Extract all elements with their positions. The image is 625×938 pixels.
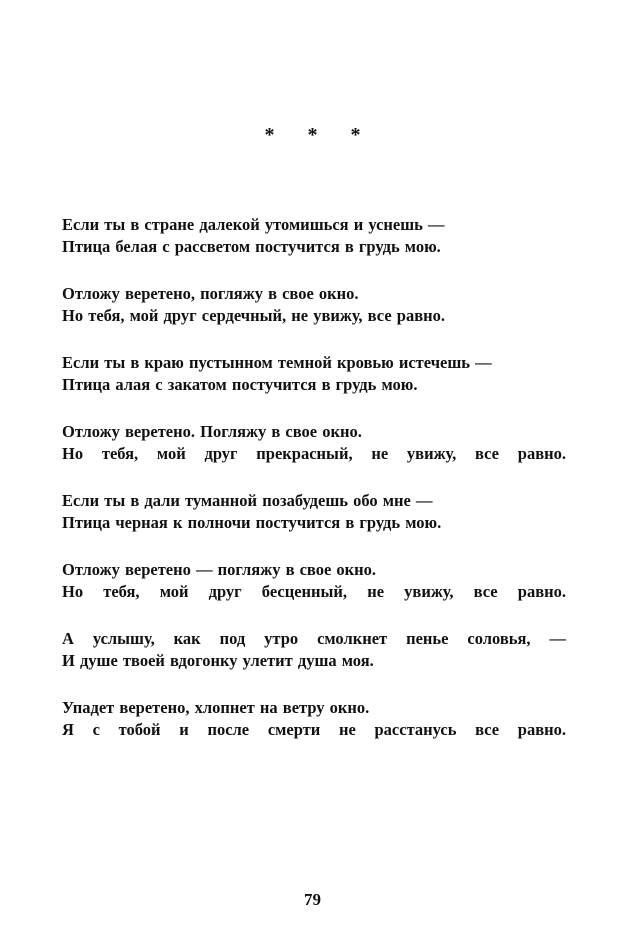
poem-line: Птица белая с рассветом постучится в грудь мою. — [62, 237, 441, 256]
poem-line: Отложу веретено. Погляжу в свое окно. — [62, 422, 362, 441]
poem-line: Если ты в дали туманной позабудешь обо мне — — [62, 491, 433, 510]
poem-line: Птица алая с закатом постучится в грудь мою. — [62, 375, 418, 394]
stanza-8 — [62, 697, 566, 741]
poem-line: Если ты в краю пустынном темной кровью истечешь — — [62, 353, 492, 372]
stanza-4 — [62, 421, 566, 465]
stanza-1 — [62, 214, 566, 258]
section-asterisks: * * * — [264, 124, 375, 146]
poem-line: Упадет веретено, хлопнет на ветру окно. — [62, 698, 370, 717]
poem-line: Отложу веретено — погляжу в свое окно. — [62, 560, 377, 579]
poem-line: Я с тобой и после смерти не расстанусь все равно. — [62, 720, 566, 739]
poem-line: Отложу веретено, погляжу в свое окно. — [62, 284, 359, 303]
stanza-5 — [62, 490, 566, 534]
poem — [62, 214, 566, 766]
page-number: 79 — [304, 890, 321, 909]
stanza-3 — [62, 352, 566, 396]
stanza-2 — [62, 283, 566, 327]
poem-line: Но тебя, мой друг сердечный, не увижу, все равно. — [62, 306, 445, 325]
poem-line: Но тебя, мой друг прекрасный, не увижу, все равно. — [62, 444, 566, 463]
poem-line: Если ты в стране далекой утомишься и уснешь — — [62, 215, 445, 234]
poem-line: Но тебя, мой друг бесценный, не увижу, все равно. — [62, 582, 566, 601]
poem-line: А услышу, как под утро смолкнет пенье соловья, — — [62, 629, 566, 648]
poem-line: И душе твоей вдогонку улетит душа моя. — [62, 651, 374, 670]
poem-line: Птица черная к полночи постучится в грудь мою. — [62, 513, 442, 532]
stanza-6 — [62, 559, 566, 603]
stanza-7 — [62, 628, 566, 672]
